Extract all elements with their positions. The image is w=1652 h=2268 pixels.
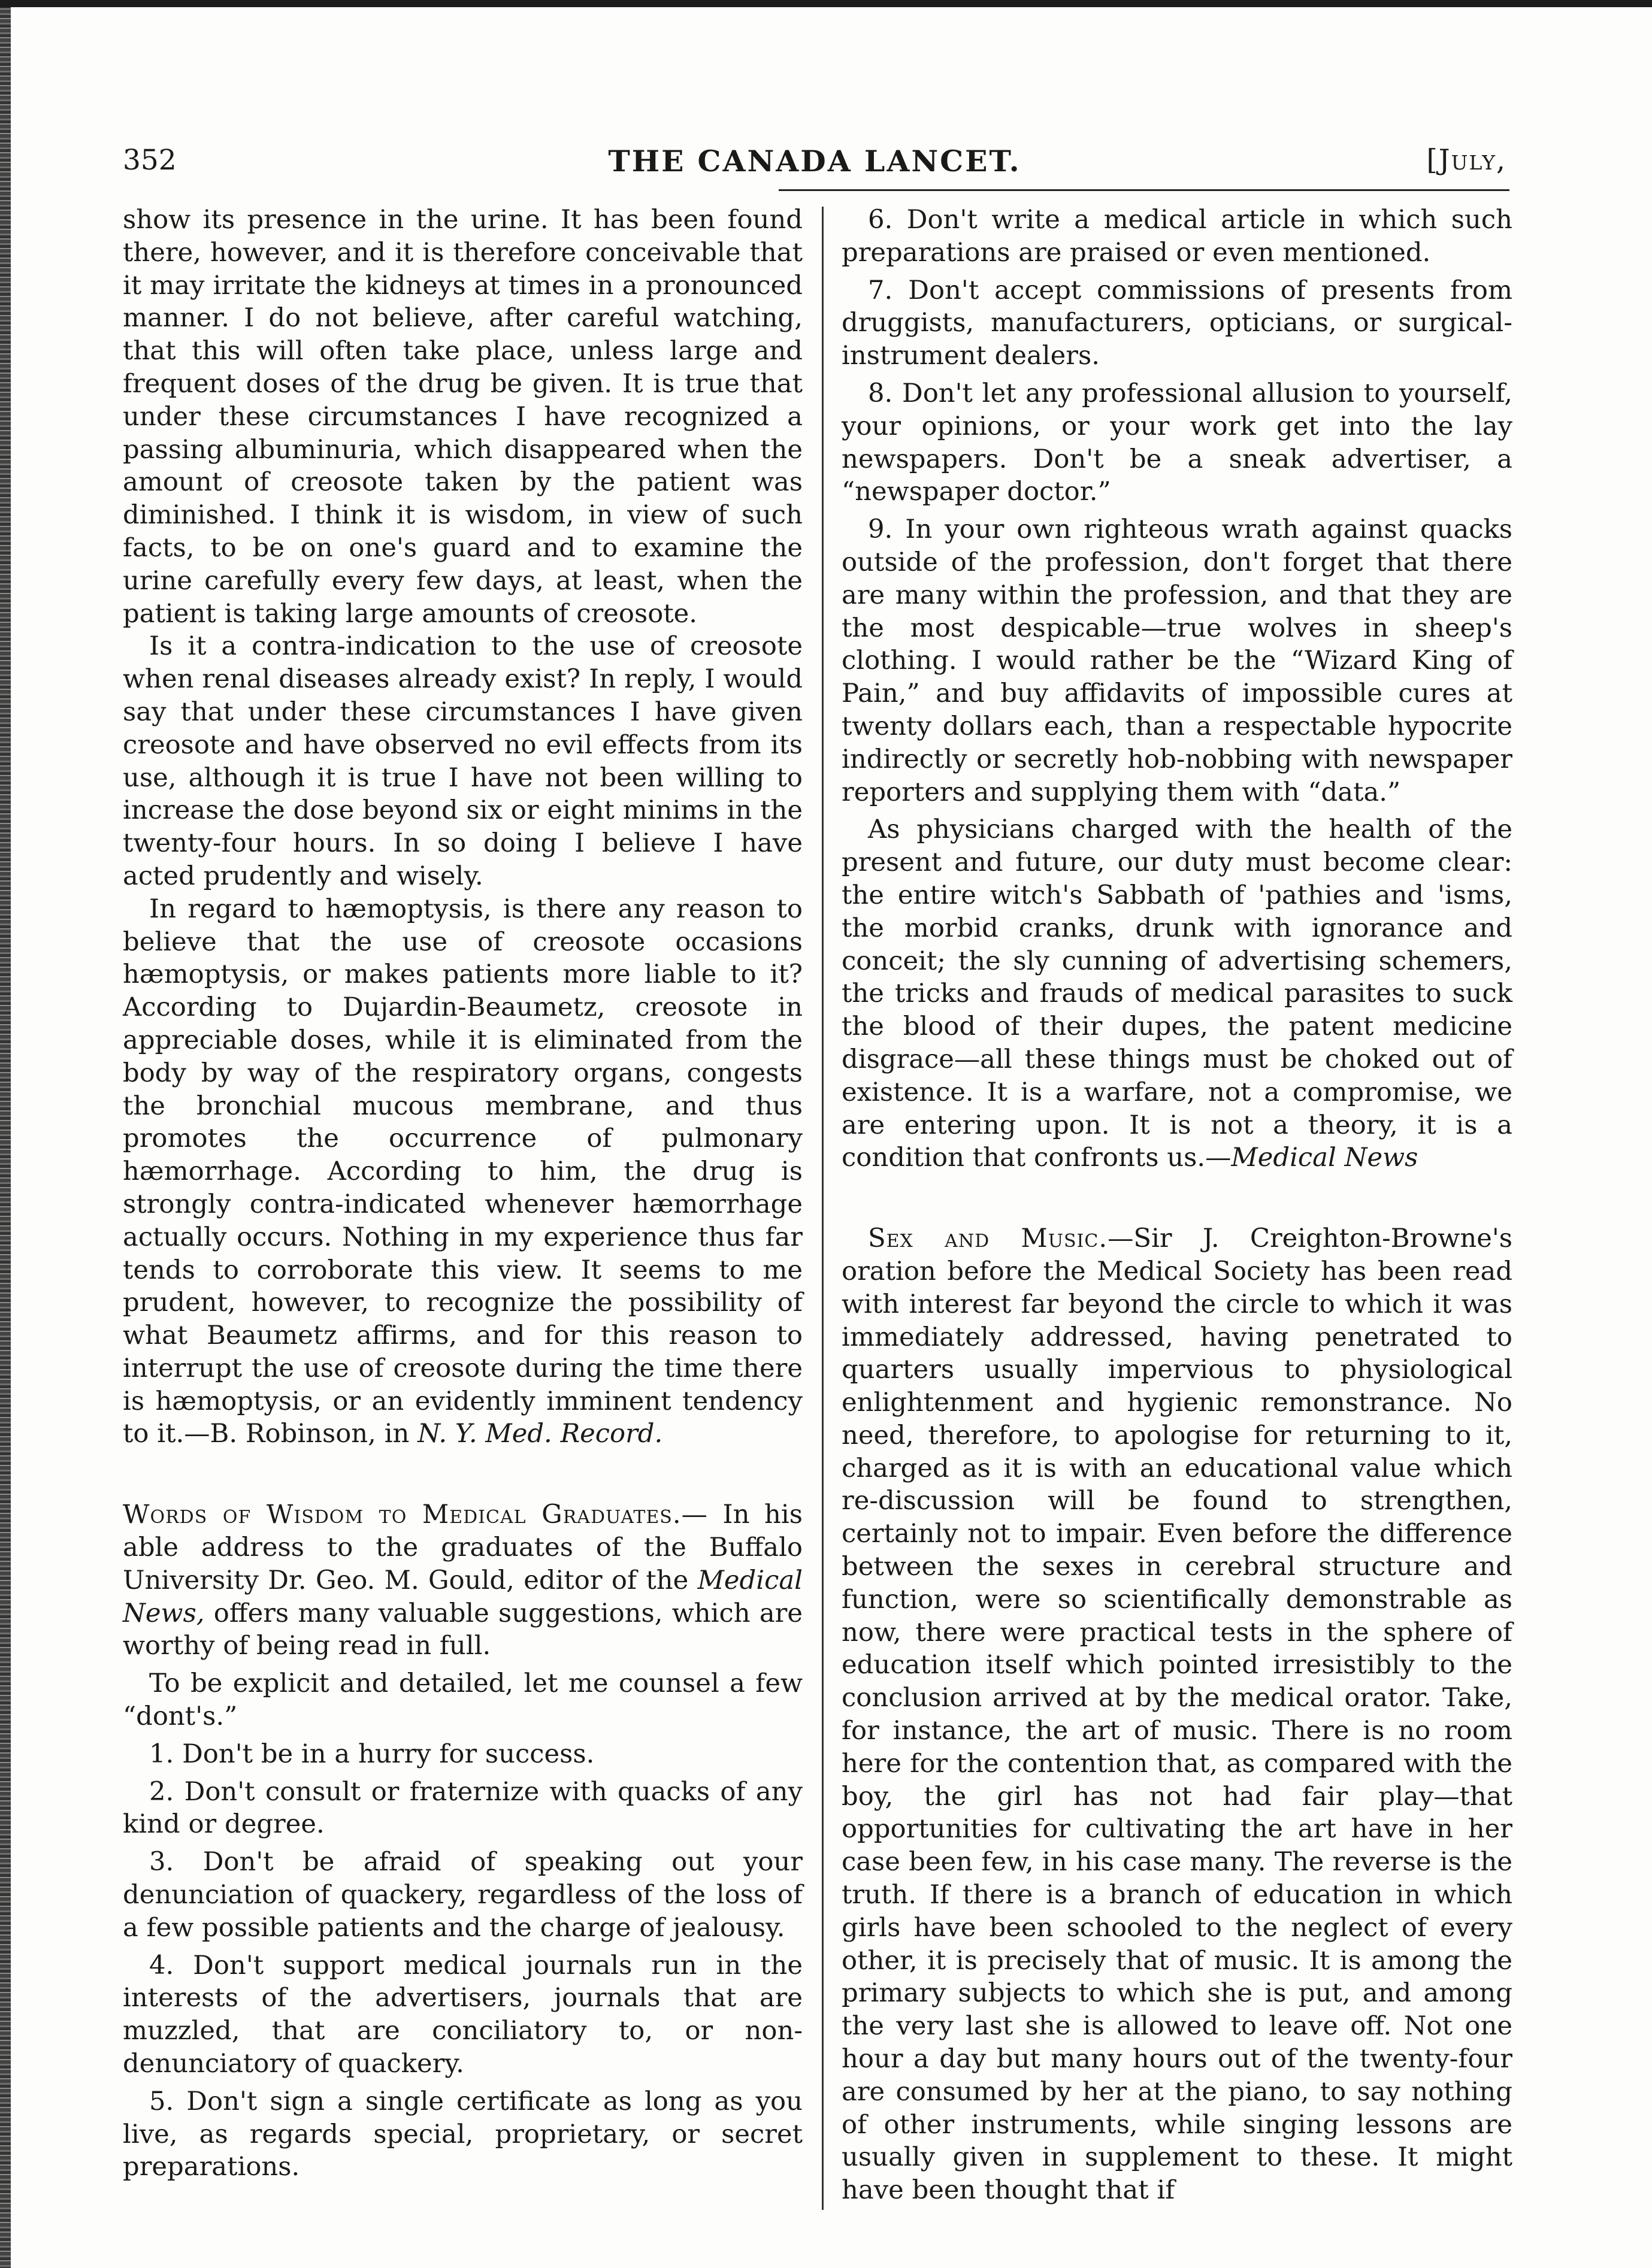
dont-item: 1. Don't be in a hurry for success.: [149, 1739, 595, 1769]
dont-item: 3. Don't be afraid of speaking out your denunciation of quackery, regardless of the loss of a few possible patients and the charge of jealousy.: [123, 1847, 803, 1943]
issue-month: [July,: [1426, 144, 1506, 177]
page-edge-scan-artifact: [0, 0, 11, 2268]
page-number: 352: [123, 144, 177, 177]
creosote-paragraph-text: In regard to hæmoptysis, is there any reason to believe that the use of creosote occasions hæmoptysis, or makes patients more liable to it? According to Dujardin-Beaumetz, creosote in appreciable doses, while it is eliminated from the body by way of the respiratory organs, congests the bronchial mucous membrane, and thus promotes the occurrence of pulmonary hæmorrhage. According to him, the drug is strongly contra-indicated whenever hæmorrhage actually occurs. Nothing in my experience thus far tends to corroborate this view. It seems to me prudent, however, to recognize the possibility of what Beaumetz affirms, and for this reason to interrupt the use of creosote during the time there is hæmoptysis, or an evidently imminent tendency to it.—B. Robinson, in: [123, 894, 803, 1449]
physicians-paragraph: [842, 813, 1512, 1174]
sex-music-paragraph: [842, 1222, 1512, 2207]
dont-item: 6. Don't write a medical article in which such preparations are praised or even mentioned.: [842, 205, 1512, 268]
creosote-paragraph: [123, 893, 803, 1451]
physicians-text: As physicians charged with the health of the present and future, our duty must become clear: the entire witch's Sabbath of 'pathies and 'isms, the morbid cranks, drunk with ignorance and conceit; the sly cunning of advertising schemers, the tricks and frauds of medical parasites to suck the blood of their dupes, the patent medicine disgrace—all these things must be choked out of existence. It is a warfare, not a compromise, we are entering upon. It is not a theory, it is a condition that confronts us.—: [842, 814, 1512, 1173]
wisdom-article-intro: [123, 1498, 803, 1663]
section-gap: [123, 1451, 803, 1498]
page-top-border: [0, 0, 1652, 7]
column-divider: [822, 207, 824, 2210]
header-rule: [779, 189, 1509, 191]
wisdom-heading: Words of Wisdom to Medical Graduates.—: [123, 1500, 708, 1530]
creosote-paragraph: show its presence in the urine. It has been found there, however, and it is therefore conceivable that it may irritate the kidneys at times in a pronounced manner. I do not believe, after careful watching, that this will often take place, unless large and frequent doses of the drug be given. It is true that under these circumstances I have recognized a passing albuminuria, which disappeared when the amount of creosote taken by the patient was diminished. I think it is wisdom, in view of such facts, to be on one's guard and to examine the urine carefully every few days, at least, when the patient is taking large amounts of creosote.: [123, 205, 803, 629]
sex-music-text: —Sir J. Creighton-Browne's oration before the Medical Society has been read with interest far beyond the circle to which it was immediately addressed, having penetrated to quarters usually impervious to physiological enlightenment and hygienic remonstrance. No need, therefore, to apologise for returning to it, charged as it is with an educational value which re-discussion will be found to strengthen, certainly not to impair. Even before the difference between the sexes in cerebral structure and function, were so scientifically demonstrable as now, there were practical tests in the sphere of education itself which pointed irresistibly to the conclusion arrived at by the medical orator. Take, for instance, the art of music. There is no room here for the contention that, as compared with the boy, the girl has not had fair play—that opportunities for cultivating the art have in her case been few, in his case many. The reverse is the truth. If there is a branch of education in which girls have been schooled to the neglect of every other, it is precisely that of music. It is among the primary subjects to which she is put, and among the very last she is allowed to leave off. Not one hour a day but many hours out of the twenty-four are consumed by her at the piano, to say nothing of other instruments, while singing lessons are usually given in supplement to these. It might have been thought that if: [842, 1224, 1512, 2206]
wisdom-intro-text: In his able address to the graduates of the Buffalo University Dr. Geo. M. Gould, editor of the: [123, 1500, 803, 1595]
journal-title: THE CANADA LANCET.: [608, 144, 1021, 178]
medical-news-title: Medical News,: [123, 1565, 803, 1628]
dont-item: 4. Don't support medical journals run in the interests of the advertisers, journals that are muzzled, that are conciliatory to, or non-denunciatory of quackery.: [123, 1950, 803, 2079]
wisdom-intro-text-continued: offers many valuable suggestions, which are worthy of being read in full.: [123, 1598, 803, 1661]
physicians-citation: Medical News: [1231, 1143, 1418, 1173]
running-header: [123, 144, 1506, 186]
left-column: [123, 204, 803, 2184]
wisdom-counsel: To be explicit and detailed, let me counsel a few “dont's.”: [123, 1669, 803, 1732]
dont-item: 7. Don't accept commissions of presents from druggists, manufacturers, opticians, or surgical-instrument dealers.: [842, 275, 1512, 371]
dont-item: 2. Don't consult or fraternize with quacks of any kind or degree.: [123, 1776, 803, 1840]
dont-item: 9. In your own righteous wrath against quacks outside of the profession, don't forget that there are many within the profession, and that they are the most despicable—true wolves in sheep's clothing. I would rather be the “Wizard King of Pain,” and buy affidavits of impossible cures at twenty dollars each, than a respectable hypocrite indirectly or secretly hob-nobbing with newspaper reporters and supplying them with “data.”: [842, 514, 1512, 807]
creosote-citation: N. Y. Med. Record.: [417, 1419, 663, 1449]
dont-item: 5. Don't sign a single certificate as long as you live, as regards special, proprietary, or secret preparations.: [123, 2086, 803, 2182]
dont-item: 8. Don't let any professional allusion to yourself, your opinions, or your work get into the lay newspapers. Don't be a sneak advertiser, a “newspaper doctor.”: [842, 378, 1512, 507]
right-column: [842, 204, 1512, 2207]
section-gap: [842, 1174, 1512, 1222]
creosote-paragraph: Is it a contra-indication to the use of creosote when renal diseases already exist? In reply, I would say that under these circumstances I have given creosote and have observed no evil effects from its use, although it is true I have not been willing to increase the dose beyond six or eight minims in the twenty-four hours. In so doing I believe I have acted prudently and wisely.: [123, 631, 803, 891]
sex-music-heading: Sex and Music.: [868, 1224, 1108, 1254]
